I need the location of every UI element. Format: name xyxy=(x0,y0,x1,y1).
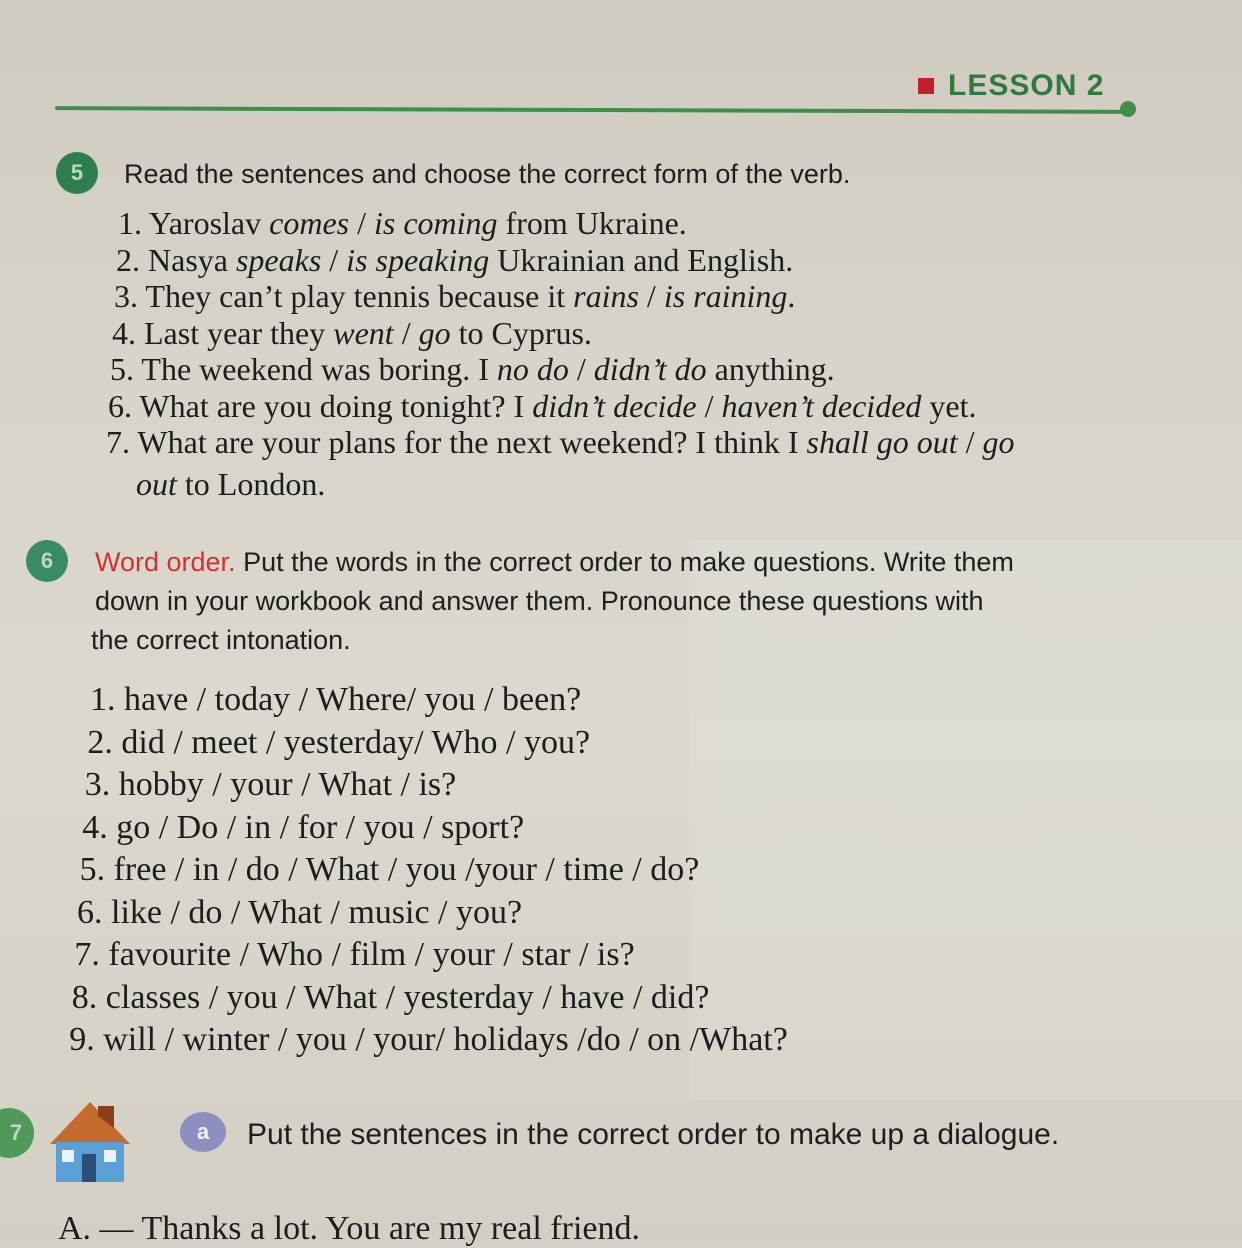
item-number: 2. xyxy=(116,241,140,278)
item-number: 6. xyxy=(108,387,132,424)
exercise-5-item: 5. The weekend was boring. I no do / didn’t do anything. xyxy=(110,351,835,387)
item-text-after: Ukrainian and English. xyxy=(489,241,794,278)
item-7-rest: to London. xyxy=(176,466,326,502)
exercise-5-item: 2. Nasya speaks / is speaking Ukrainian and English. xyxy=(116,241,794,278)
item-number: 3. xyxy=(114,278,138,314)
item-text-before: Nasya xyxy=(148,241,236,278)
option-1: went xyxy=(333,314,394,351)
question-item: 3. hobby / your / What / is? xyxy=(84,766,457,803)
item-number: 4. xyxy=(112,314,136,351)
exercise-5-item-7-continuation xyxy=(136,466,325,503)
option-2: is speaking xyxy=(346,241,490,278)
lesson-title: LESSON 2 xyxy=(948,69,1105,102)
item-text-after: to Cyprus. xyxy=(450,314,592,351)
option-1: rains xyxy=(573,278,639,314)
exercise-6-instruction xyxy=(91,543,1215,660)
question-item: 7. favourite / Who / film / your / star / is? xyxy=(74,936,635,973)
option-1: didn’t decide xyxy=(532,387,697,424)
exercise-7-number: 7 xyxy=(9,1120,23,1145)
question-item: 2. did / meet / yesterday/ Who / you? xyxy=(87,723,591,761)
word-order-lead: Word order. xyxy=(95,547,236,577)
option-2: didn’t do xyxy=(593,351,707,387)
option-1: shall go out xyxy=(806,424,958,460)
lesson-header xyxy=(918,66,1104,106)
question-item: 1. have / today / Where/ you / been? xyxy=(90,681,582,718)
rule-end-dot xyxy=(1120,101,1136,117)
item-7-italic-out: out xyxy=(136,466,177,502)
header-rule xyxy=(55,106,1130,114)
exercise-7a-badge: a xyxy=(180,1112,226,1152)
item-text-before: Last year they xyxy=(144,314,334,351)
question-item: 6. like / do / What / music / you? xyxy=(77,893,523,931)
exercise-7-badge xyxy=(0,1108,34,1158)
option-1: speaks xyxy=(235,241,322,278)
exercise-5-instruction: Read the sentences and choose the correct form of the verb. xyxy=(124,159,851,189)
item-text-before: What are your plans for the next weekend? I think I xyxy=(137,424,807,460)
item-number: 7. xyxy=(106,424,130,460)
instruction-line-3: the correct intonation. xyxy=(91,625,351,655)
exercise-5-item: 6. What are you doing tonight? I didn’t decide / haven’t decided yet. xyxy=(108,387,977,424)
question-item: 4. go / Do / in / for / you / sport? xyxy=(82,808,525,846)
item-text-after: anything. xyxy=(706,351,835,387)
item-text-before: The weekend was boring. I xyxy=(141,351,497,387)
item-text-before: Yaroslav xyxy=(148,205,270,241)
exercise-5-item: 7. What are your plans for the next weekend? I think I shall go out / go xyxy=(106,424,1015,460)
item-number: 1. xyxy=(118,205,142,241)
exercise-5-item: 1. Yaroslav comes / is coming from Ukraine. xyxy=(118,205,687,241)
item-text-after: from Ukraine. xyxy=(497,205,687,241)
item-text-after: yet. xyxy=(921,387,977,424)
option-2: is raining xyxy=(663,278,788,314)
item-text-after: . xyxy=(787,278,796,314)
option-2: go xyxy=(418,314,451,351)
item-number: 5. xyxy=(110,351,134,387)
exercise-6-badge: 6 xyxy=(26,540,68,582)
dialogue-line-a: A. — Thanks a lot. You are my real friend. xyxy=(58,1210,640,1247)
question-item: 8. classes / you / What / yesterday / have / did? xyxy=(71,978,710,1016)
instruction-line-1: Put the words in the correct order to make questions. Write them xyxy=(235,547,1014,577)
question-item: 5. free / in / do / What / you /your / time / do? xyxy=(79,851,700,888)
question-item: 9. will / winter / you / your/ holidays /do / on /What? xyxy=(69,1021,788,1058)
option-1: no do xyxy=(496,351,569,387)
option-2: go xyxy=(982,424,1015,460)
option-1: comes xyxy=(269,205,350,241)
exercise-5-badge: 5 xyxy=(56,152,98,194)
exercise-7-instruction: Put the sentences in the correct order to make up a dialogue. xyxy=(247,1118,1060,1151)
exercise-5-item: 4. Last year they went / go to Cyprus. xyxy=(112,314,592,351)
option-2: haven’t decided xyxy=(721,387,922,424)
exercise-5-item: 3. They can’t play tennis because it rains / is raining. xyxy=(114,278,796,314)
option-2: is coming xyxy=(373,205,498,241)
item-text-before: What are you doing tonight? I xyxy=(139,387,533,424)
house-icon xyxy=(40,1092,140,1188)
instruction-line-2: down in your workbook and answer them. Pronounce these questions with xyxy=(95,586,984,616)
item-text-before: They can’t play tennis because it xyxy=(145,278,574,314)
square-bullet-icon xyxy=(918,78,934,94)
